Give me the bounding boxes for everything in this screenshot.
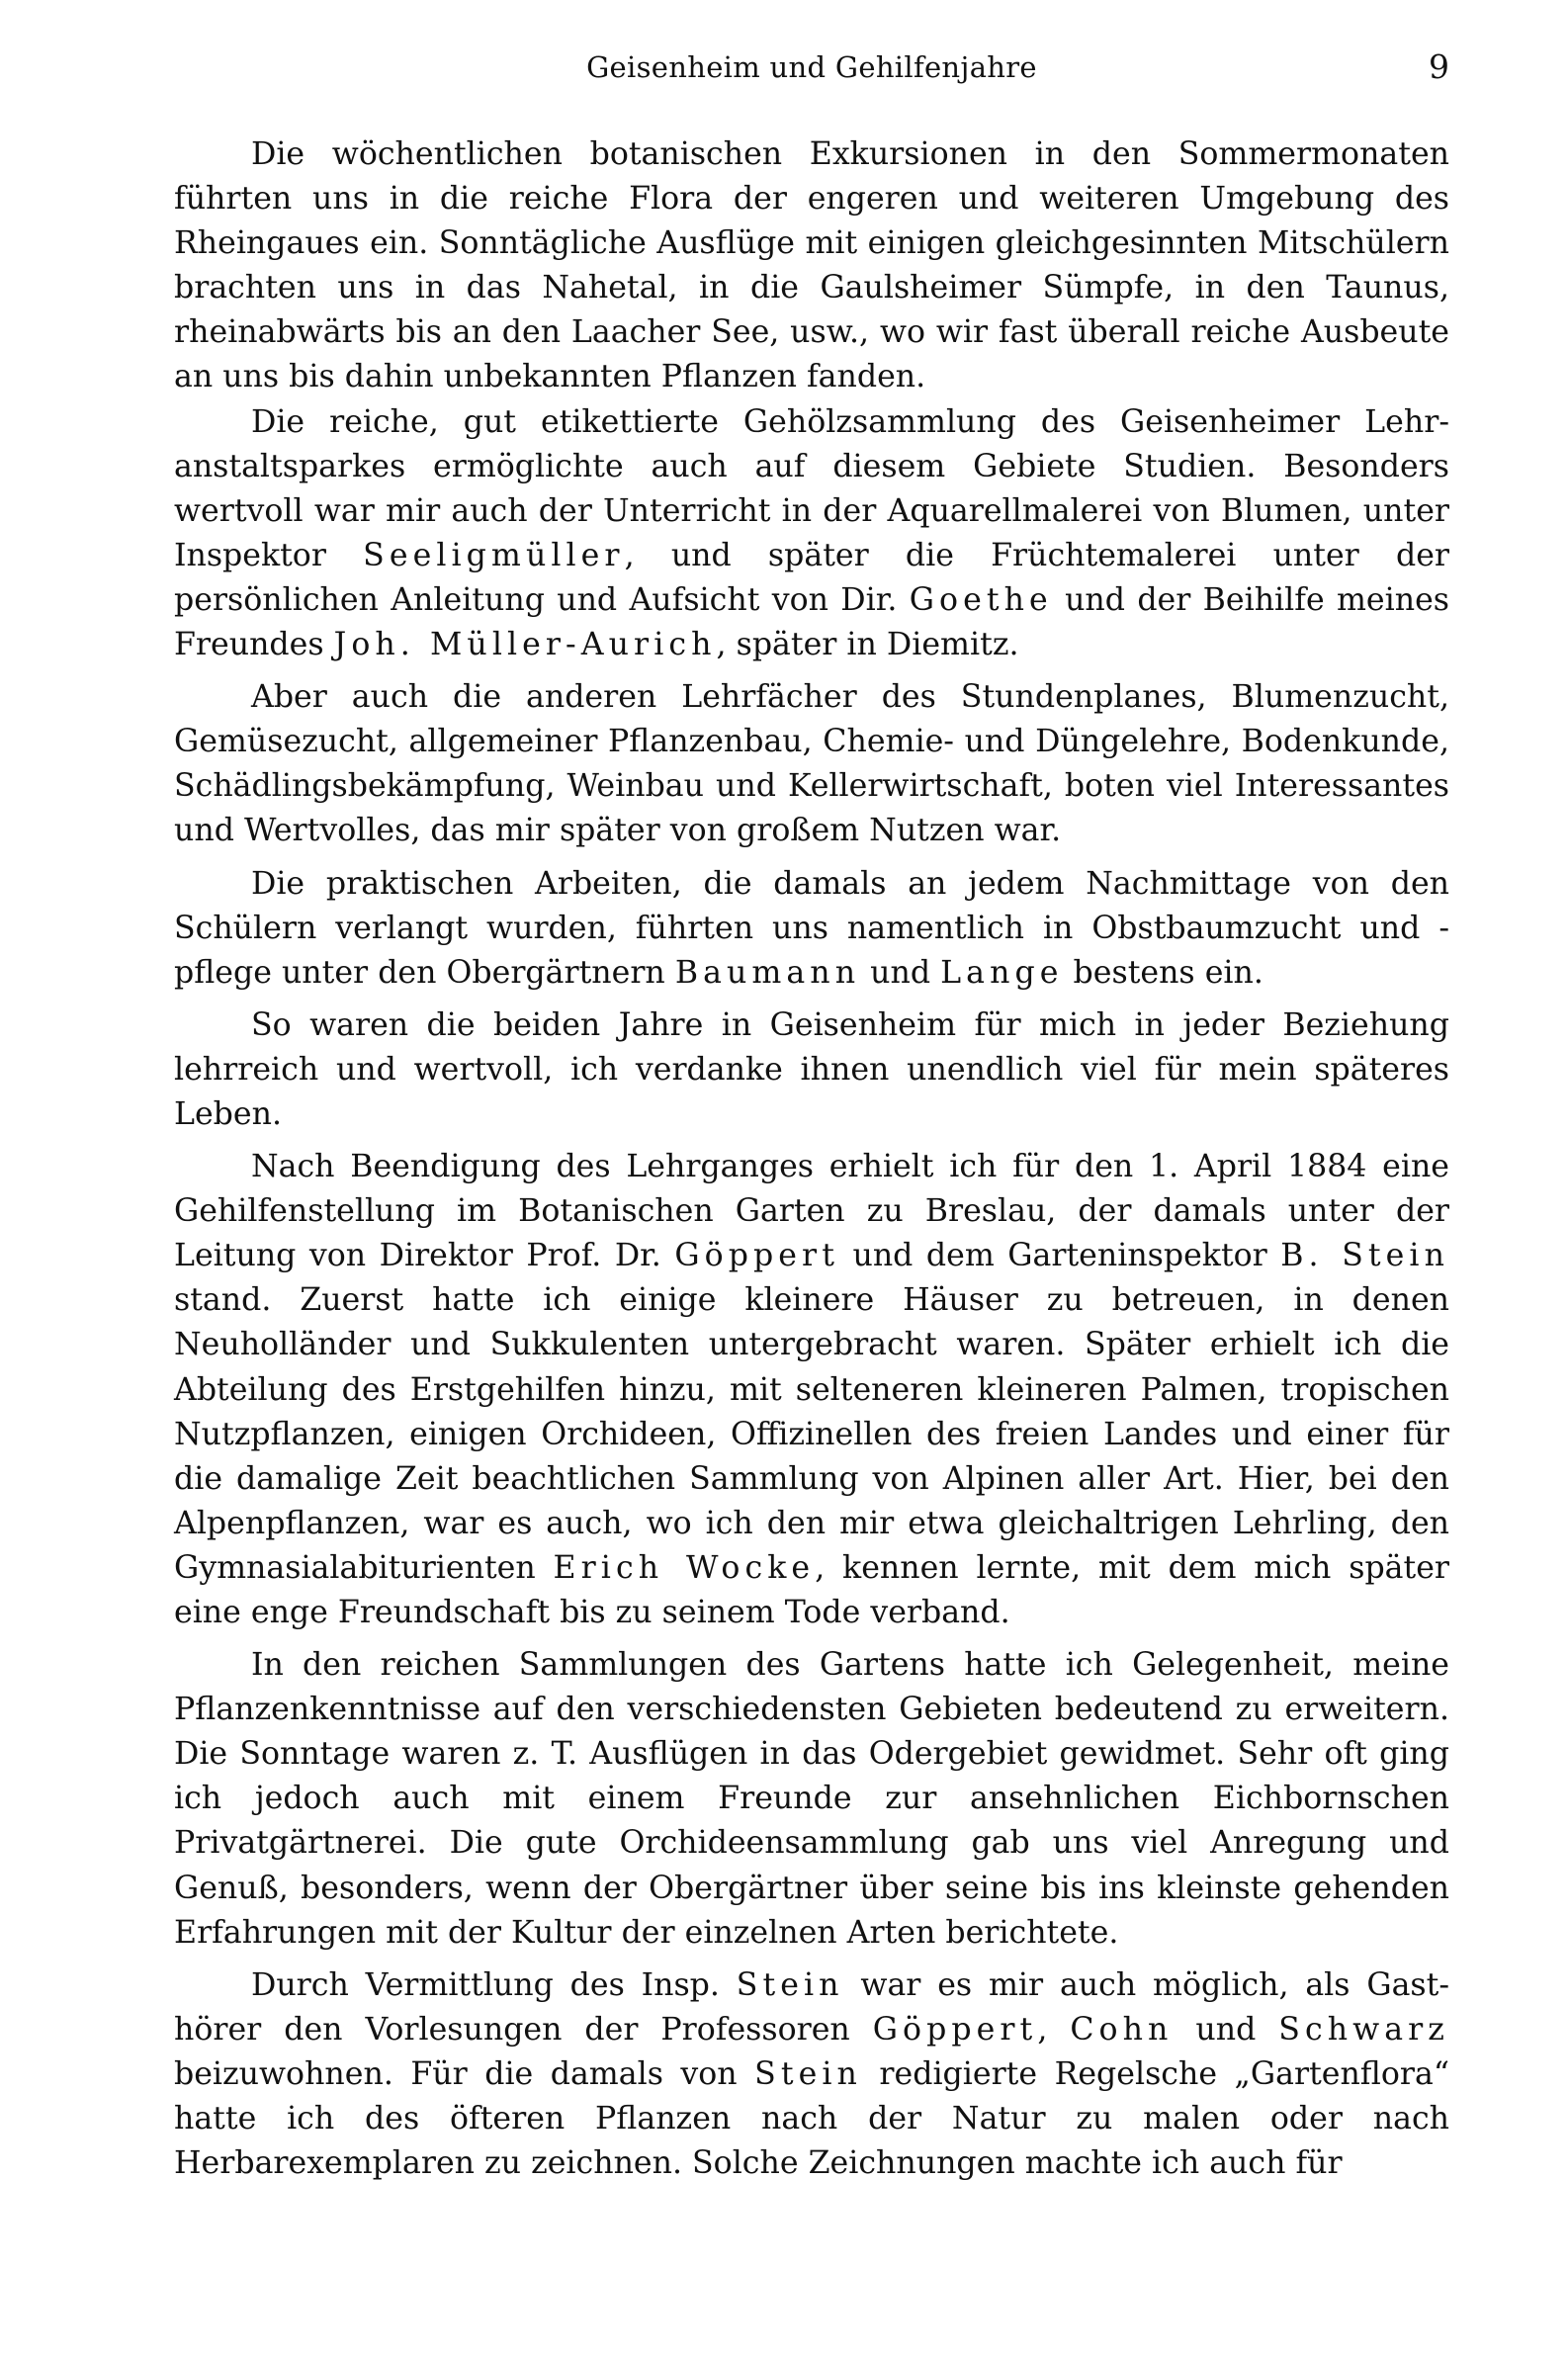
text-run: , später in Diemitz. <box>716 627 1019 663</box>
paragraph-breslau <box>174 1145 1449 1635</box>
person-name: Göppert <box>674 1238 839 1274</box>
paragraph-subjects: Aber auch die anderen Lehrfächer des Stundenplanes, Blumenzucht, Gemüsezucht, allgemeiner Pflanzenbau, Chemie- und Düngelehre, Bodenkunde, Schädlingsbekämpfung, Weinbau und Kellerwirtschaft, boten viel Interessantes und Wertvolles, das mir später von großem Nutzen war. <box>174 679 1449 849</box>
person-name: Joh. Müller-Aurich <box>333 627 717 663</box>
person-name: B. Stein <box>1280 1238 1449 1274</box>
person-name: Cohn <box>1070 2011 1174 2048</box>
text-run: und dem Garteninspektor <box>838 1238 1281 1274</box>
text-run: Nach Beendigung des Lehrganges erhielt ich für den 1. April 1884 eine Gehilfenstellung im Botanischen Garten zu Breslau, der damals unter der Leitung von Direktor Prof. Dr. <box>174 1149 1449 1274</box>
text-run: Die reiche, gut etikettierte Gehölzsammlung des Geisenheimer Lehranstaltsparkes ermöglichte auch auf diesem Gebiete Studien. Besonders wertvoll war mir auch der Unterricht in der Aquarellmalerei von Blumen, unter Inspektor <box>174 403 1449 573</box>
text-run: , kennen lernte, mit dem mich später eine enge Freundschaft bis zu seinem Tode verband. <box>174 1549 1450 1630</box>
person-name: Schwarz <box>1278 2011 1449 2048</box>
paragraph-excursions: Die wöchentlichen botanischen Exkursionen in den Sommermonaten führten uns in die reiche Flora der engeren und weiteren Umgebung des Rheingaues ein. Sonntägliche Ausflüge mit einigen gleichgesinnten Mitschülern brachten uns in das Nahetal, in die Gaulsheimer Sümpfe, in den Taunus, rheinabwärts bis an den Laacher See, usw., wo wir fast überall reiche Ausbeute an uns bis dahin unbekannten Pflanzen fanden. <box>174 136 1449 395</box>
text-run: Die praktischen Arbeiten, die damals an jedem Nachmittage von den Schülern verlangt wurden, führten uns namentlich in Obstbaumzucht und -pflege unter den Obergärtnern <box>174 865 1449 991</box>
running-head <box>174 47 1449 87</box>
person-name: Stein <box>736 1966 844 2003</box>
paragraph-collections: In den reichen Sammlungen des Gartens hatte ich Gelegenheit, meine Pflanzenkenntnisse auf den verschiedensten Gebieten bedeutend zu erweitern. Die Sonntage waren z. T. Ausflügen in das Odergebiet gewidmet. Sehr oft ging ich jedoch auch mit einem Freunde zur ansehnlichen Eichbornschen Privatgärtnerei. Die gute Orchideensammlung gab uns viel Anregung und Genuß, besonders, wenn der Obergärtner über seine bis ins kleinste gehenden Erfahrungen mit der Kultur der einzelnen Arten berichtete. <box>174 1647 1449 1951</box>
body-text <box>174 132 1449 2186</box>
text-run: stand. Zuerst hatte ich einige kleinere Häuser zu betreuen, in denen Neuholländer und Sukkulenten untergebracht waren. Später erhielt ich die Abteilung des Erstgehilfen hinzu, mit selteneren kleineren Palmen, tropischen Nutzpflanzen, einigen Orchideen, Offizinellen des freien Landes und einer für die damalige Zeit beachtlichen Sammlung von Alpinen aller Art. Hier, bei den Alpenpflanzen, war es auch, wo ich den mir etwa gleichaltrigen Lehrling, den Gymnasialabiturienten <box>174 1282 1449 1586</box>
text-run: redigierte Regelsche „Gartenflora“ hatte ich des öfteren Pflanzen nach der Natur zu malen oder nach Herbarexemplaren zu zeichnen. Solche Zeichnungen machte ich auch für <box>174 2055 1449 2182</box>
text-run: und der Beihilfe meines Freundes <box>174 581 1449 663</box>
person-name: Erich Wocke <box>553 1549 816 1586</box>
person-name: Lange <box>940 954 1064 991</box>
text-run: und <box>860 954 941 991</box>
running-title: Geisenheim und Gehilfenjahre <box>586 50 1037 84</box>
paragraph-lectures <box>174 1963 1449 2186</box>
text-run: bestens ein. <box>1063 954 1263 991</box>
text-run: , <box>1037 2011 1071 2048</box>
person-name: Goethe <box>909 581 1053 618</box>
person-name: Baumann <box>674 954 861 991</box>
text-run: , und später die Früchtemalerei unter der persönlichen Anleitung und Aufsicht von Dir. <box>174 537 1449 618</box>
paragraph-practical-work <box>174 862 1449 996</box>
paragraph-park-studies <box>174 400 1449 668</box>
text-run: war es mir auch möglich, als Gasthörer den Vorlesungen der Professoren <box>174 1966 1450 2048</box>
text-run: Durch Vermittlung des Insp. <box>251 1966 737 2003</box>
person-name: Stein <box>754 2055 862 2092</box>
text-run: und <box>1173 2011 1279 2048</box>
text-run: beizuwohnen. Für die damals von <box>174 2055 755 2092</box>
person-name: Göppert <box>872 2011 1038 2048</box>
paragraph-geisenheim-years: So waren die beiden Jahre in Geisenheim für mich in jeder Beziehung lehrreich und wertvoll, ich verdanke ihnen unendlich viel für mein späteres Leben. <box>174 1006 1449 1132</box>
person-name: Seeligmüller <box>363 537 625 573</box>
page-number: 9 <box>1429 47 1449 86</box>
